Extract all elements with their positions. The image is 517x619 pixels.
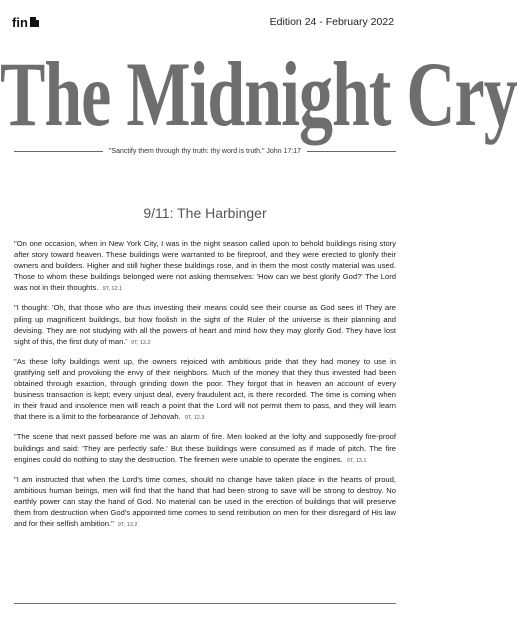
paragraph-reference: 9T, 13.1 (346, 457, 367, 464)
motto-text: "Sanctify them through thy truth: thy word is truth." John 17:17 (108, 148, 302, 155)
article-paragraph (14, 431, 396, 466)
article-title: 9/11: The Harbinger (143, 205, 267, 221)
motto-row (14, 148, 396, 155)
paragraph-text: "I thought: 'Oh, that those who are thus investing their means could see their course as God sees it! They are piling up magnificent buildings, but how foolish in the sight of the Ruler of the universe is their planning and devising. They are not studying with all the powers of heart and mind how they may glorify God. They have lost sight of this, the first duty of man.' (14, 303, 396, 346)
top-bar (12, 12, 394, 32)
paragraph-reference: 9T, 12.3 (184, 415, 205, 422)
paragraph-text: "The scene that next passed before me was an alarm of fire. Men looked at the lofty and supposedly fire-proof buildings and said: 'They are perfectly safe.' But these buildings were consumed as if made of pitch. The fire engines could do nothing to stay the destruction. The firemen were unable to operate the engines. (14, 432, 396, 464)
paragraph-reference: 9T, 12.2 (131, 339, 151, 346)
motto-divider-right (307, 151, 396, 152)
paragraph-text: "As these lofty buildings went up, the owners rejoiced with ambitious pride that they had money to use in gratifying self and provoking the envy of their neighbors. Much of the money that they thus invested had been obtained through exaction, through grinding down the poor. They forgot that in heaven an account of every business transaction is kept; every unjust deal, every fraudulent act, is there recorded. The time is coming when in their fraud and insolence men will reach a point that the Lord will not permit them to pass, and they will learn that there is a limit to the forbearance of Jehovah. (14, 356, 396, 422)
paragraph-text: "On one occasion, when in New York City, I was in the night season called upon to behold buildings rising story after story toward heaven. These buildings were warranted to be fireproof, and they were erected to glorify their owners and builders. Higher and still higher these buildings rose, and in them the most costly material was used. Those to whom these buildings belonged were not asking themselves: 'How can we best glorify God?' The Lord was not in their thoughts. (14, 239, 396, 293)
logo-text: fin (12, 14, 28, 30)
publisher-logo (12, 15, 39, 30)
article-paragraph (14, 302, 396, 348)
edition-label: Edition 24 - February 2022 (269, 16, 394, 28)
article-paragraph (14, 238, 396, 295)
footer-divider (14, 603, 396, 604)
masthead-title: The Midnight Cry (0, 42, 517, 146)
article-body (14, 238, 396, 538)
paragraph-text: "I am instructed that when the Lord's time comes, should no change have taken place in the hearts of proud, ambitious human beings, men will find that the hand that had been strong to save will be strong to destroy. No earthly power can stay the hand of God. No material can be used in the erection of buildings that will preserve them from destruction when God's appointed time comes to send retribution on men for their disregard of His law and for their selfish ambition." (14, 474, 396, 529)
article-paragraph (14, 356, 396, 425)
paragraph-reference: 9T, 13.2 (117, 522, 138, 529)
motto-divider-left (14, 151, 103, 152)
article-paragraph (14, 474, 396, 531)
logo-mark-icon (30, 17, 39, 27)
paragraph-reference: 9T, 12.1 (102, 286, 123, 293)
